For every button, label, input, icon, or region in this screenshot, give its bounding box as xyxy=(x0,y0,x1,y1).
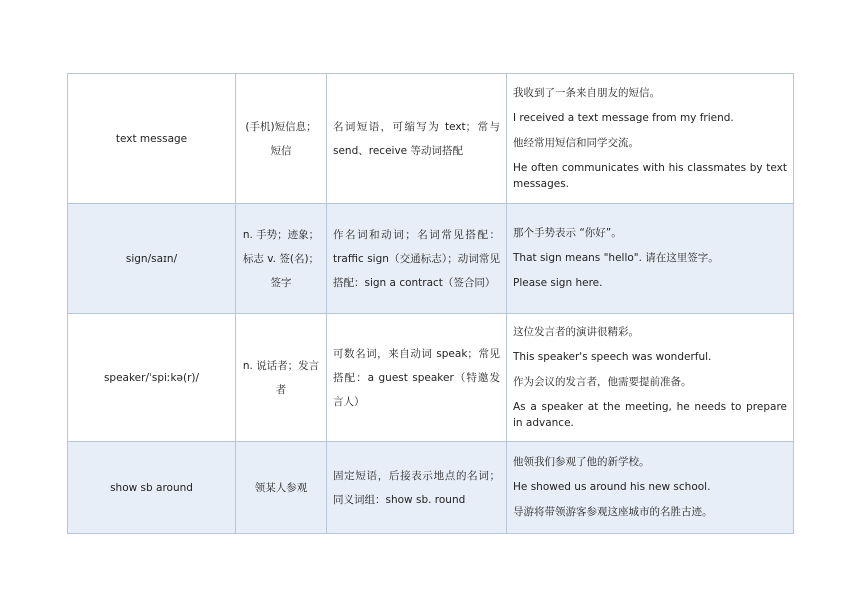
example-sentence: 导游将带领游客参观这座城市的名胜古迹。 xyxy=(513,506,713,518)
example-sentence: 他领我们参观了他的新学校。 xyxy=(513,456,650,468)
word-cell: sign/saɪn/ xyxy=(68,204,236,314)
usage-cell: 名词短语，可缩写为 text；常与 send、receive 等动词搭配 xyxy=(327,74,507,204)
example-sentence: 那个手势表示 “你好”。 xyxy=(513,227,622,239)
table-row xyxy=(68,74,794,204)
example-sentence: 作为会议的发言者，他需要提前准备。 xyxy=(513,375,692,388)
examples-cell xyxy=(507,314,794,442)
example-sentence: As a speaker at the meeting, he needs to prepare in advance. xyxy=(513,400,787,429)
example-sentence: 我收到了一条来自朋友的短信。 xyxy=(513,86,660,99)
example-sentence: I received a text message from my friend. xyxy=(513,111,734,124)
usage-cell: 固定短语，后接表示地点的名词；同义词组：show sb. round xyxy=(327,442,507,534)
example-sentence: This speaker's speech was wonderful. xyxy=(513,350,712,363)
word-cell: speaker/ˈspiːkə(r)/ xyxy=(68,314,236,442)
examples-cell xyxy=(507,442,794,534)
table-row xyxy=(68,314,794,442)
word-cell: show sb around xyxy=(68,442,236,534)
examples-cell xyxy=(507,74,794,204)
example-sentence: 他经常用短信和同学交流。 xyxy=(513,136,639,149)
table-row xyxy=(68,442,794,534)
meaning-cell: (手机)短信息；短信 xyxy=(236,74,327,204)
example-sentence: 这位发言者的演讲很精彩。 xyxy=(513,325,639,338)
example-sentence: Please sign here. xyxy=(513,277,603,289)
meaning-cell: n. 说话者；发言者 xyxy=(236,314,327,442)
example-sentence: He often communicates with his classmates by text messages. xyxy=(513,161,787,190)
usage-cell: 作名词和动词；名词常见搭配：traffic sign（交通标志）；动词常见搭配：sign a contract（签合同） xyxy=(327,204,507,314)
example-sentence: He showed us around his new school. xyxy=(513,481,711,493)
word-cell: text message xyxy=(68,74,236,204)
meaning-cell: n. 手势；迹象；标志 v. 签(名)；签字 xyxy=(236,204,327,314)
table-row xyxy=(68,204,794,314)
meaning-cell: 领某人参观 xyxy=(236,442,327,534)
example-sentence: That sign means "hello". 请在这里签字。 xyxy=(513,252,719,264)
usage-cell: 可数名词，来自动词 speak；常见搭配：a guest speaker（特邀发言人） xyxy=(327,314,507,442)
examples-cell xyxy=(507,204,794,314)
vocabulary-table xyxy=(67,73,794,534)
